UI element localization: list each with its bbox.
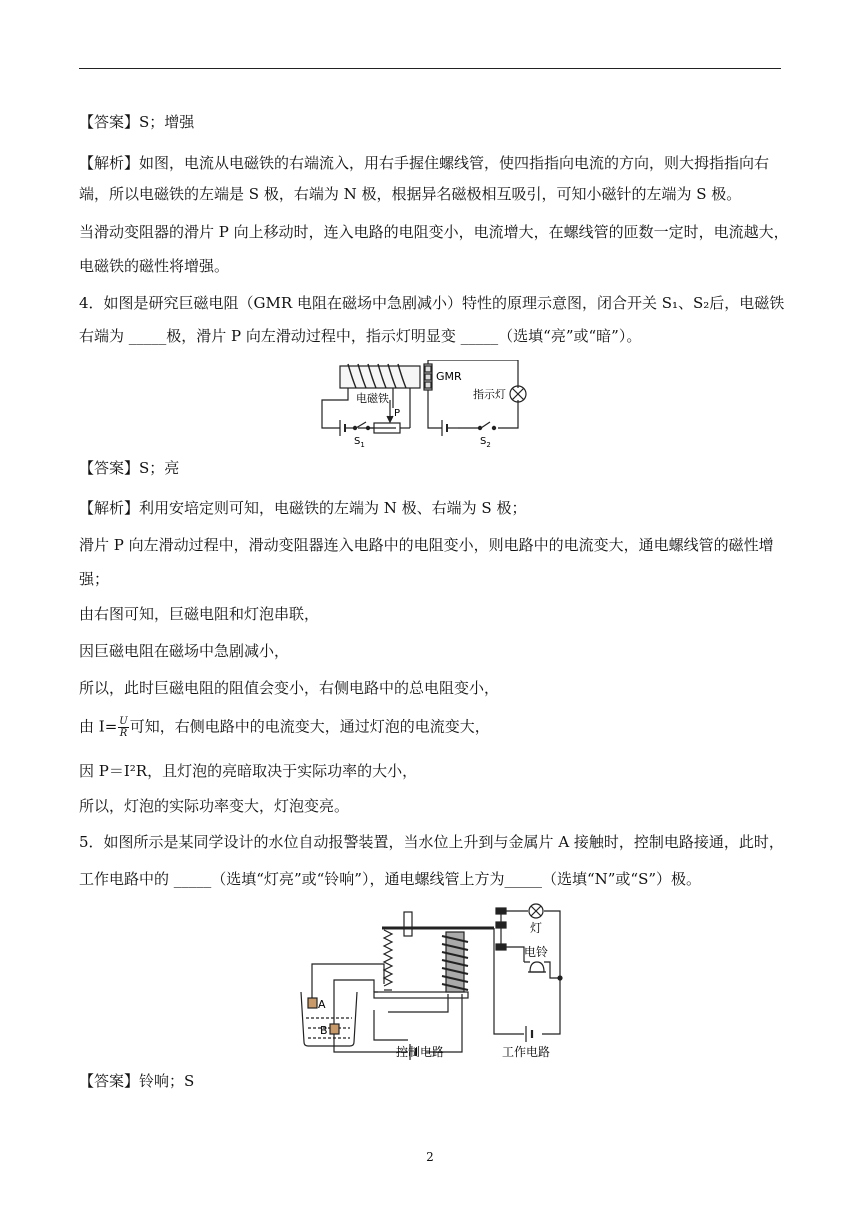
control-circuit-label: 控制电路 [396,1045,445,1059]
q5-answer: 【答案】铃响；S [79,1072,195,1090]
q3-explanation-line-1: 【解析】如图，电流从电磁铁的右端流入，用右手握住螺线管，使四指指向电流的方向，则大拇指指向右 [79,154,770,172]
lamp-label: 灯 [530,921,543,935]
spring [384,930,392,986]
q4-explanation-line-8: 因 P＝I²R，且灯泡的亮暗取决于实际功率的大小， [79,762,418,780]
electric-bell [530,962,544,972]
gmr-circuit-figure [318,360,543,455]
work-circuit-label: 工作电路 [502,1045,551,1059]
indicator-lamp-label: 指示灯 [473,388,506,401]
q3-explanation-line-2: 端，所以电磁铁的左端是 S 极，右端为 N 极，根据异名磁极相互吸引，可知小磁针的左端为 S 极。 [79,185,742,203]
slider-p-label: P [394,408,401,419]
q3-answer: 【答案】S；增强 [79,113,195,131]
control-circuit-wires [312,964,462,1052]
gmr-label: GMR [436,370,462,383]
bell-label: 电铃 [524,945,549,959]
page-number: 2 [426,1150,434,1164]
plate-a-label: A [318,998,326,1011]
q4-explanation-line-7: 由 I= $\frac{U}{R}$ 可知，右侧电路中的电流变大，通过灯泡的电流变大， [79,716,490,739]
metal-plate-b [330,1024,339,1034]
q3-explanation-line-3: 当滑动变阻器的滑片 P 向上移动时，连入电路的电阻变小，电流增大，在螺线管的匝数一定时，电流越大， [79,223,789,241]
armature-base [374,992,468,998]
electromagnet-label: 电磁铁 [356,392,389,405]
ohms-law-fraction: $\frac{U}{R}$ [119,716,128,739]
metal-plate-a [308,998,317,1008]
header-rule [79,68,781,69]
q4-explanation-line-5: 因巨磁电阻在磁场中急剧减小， [79,642,290,660]
q4-explanation-line-4: 由右图可知，巨磁电阻和灯泡串联， [79,605,320,623]
q3-explanation-line-4: 电磁铁的磁性将增强。 [79,257,230,275]
water-alarm-figure [298,900,568,1062]
plate-b-label: B [320,1024,328,1037]
q4-question-line-2: 右端为 _____极，滑片 P 向左滑动过程中，指示灯明显变 _____（选填“亮”或“暗”）。 [79,327,642,345]
switch-s2-label: $S_2$ [480,436,491,449]
q4-explanation-line-1: 【解析】利用安培定则可知，电磁铁的左端为 N 极、右端为 S 极； [79,499,527,517]
q4-answer: 【答案】S；亮 [79,459,180,477]
q4-explanation-line-6: 所以，此时巨磁电阻的阻值会变小，右侧电路中的总电阻变小， [79,679,500,697]
q4-explanation-line-2: 滑片 P 向左滑动过程中，滑动变阻器连入电路中的电阻变小，则电路中的电流变大，通电螺线管的磁性增 [79,536,774,554]
q5-question-line-1: 5．如图所示是某同学设计的水位自动报警装置，当水位上升到与金属片 A 接触时，控制电路接通，此时， [79,833,784,851]
q4-explanation-line-3: 强； [79,570,110,588]
work-circuit-wires [494,911,560,1034]
q5-question-line-2: 工作电路中的 _____（选填“灯亮”或“铃响”），通电螺线管上方为_____（选填“N”或“S”）极。 [79,870,702,888]
q4-explanation-line-9: 所以，灯泡的实际功率变大，灯泡变亮。 [79,797,350,815]
q4-question-line-1: 4．如图是研究巨磁电阻（GMR 电阻在磁场中急剧减小）特性的原理示意图，闭合开关 S₁、S₂后，电磁铁 [79,294,785,312]
switch-s1-label: $S_1$ [354,436,365,449]
